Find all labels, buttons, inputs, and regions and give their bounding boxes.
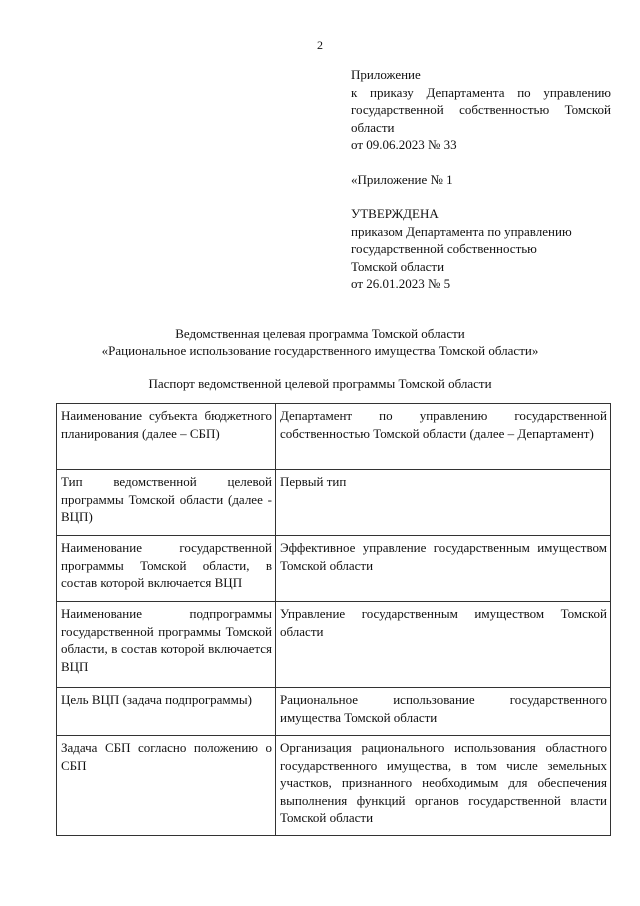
table-row (57, 404, 611, 470)
appendix-number: «Приложение № 1 (351, 172, 453, 187)
table-row (57, 470, 611, 536)
page-number: 2 (317, 38, 323, 52)
program-title-line-2: «Рациональное использование государственного имущества Томской области» (101, 343, 539, 358)
passport-title: Паспорт ведомственной целевой программы Томской области (148, 376, 492, 391)
table-row (57, 736, 611, 836)
table-row (57, 536, 611, 602)
appendix-header (351, 66, 611, 154)
table-row (57, 602, 611, 688)
row-value-cell: Департамент по управлению государственной собственностью Томской области (далее – Департамент) (276, 404, 611, 470)
row-value-cell: Первый тип (276, 470, 611, 536)
passport-table (56, 403, 611, 836)
row-value-cell: Эффективное управление государственным имуществом Томской области (276, 536, 611, 602)
approved-date: от 26.01.2023 № 5 (351, 276, 451, 291)
appendix-order-reference: к приказу Департамента по управлению государственной собственностью Томской области (351, 84, 611, 135)
approved-line-2: приказом Департамента по управлению (351, 223, 572, 239)
row-name-cell: Тип ведомственной целевой программы Томской области (далее - ВЦП) (57, 470, 276, 536)
row-name-cell: Задача СБП согласно положению о СБП (57, 736, 276, 836)
row-name-cell: Наименование субъекта бюджетного планирования (далее – СБП) (57, 404, 276, 470)
row-name-cell: Наименование государственной программы Томской области, в состав которой включается ВЦП (57, 536, 276, 602)
row-value-cell: Управление государственным имуществом Томской области (276, 602, 611, 688)
program-title-line-1: Ведомственная целевая программа Томской области (175, 326, 465, 341)
appendix-order-date: от 09.06.2023 № 33 (351, 137, 457, 152)
approved-line-4: Томской области (351, 258, 445, 274)
row-name-cell: Наименование подпрограммы государственной программы Томской области, в состав которой включается ВЦП (57, 602, 276, 688)
approved-label: УТВЕРЖДЕНА (351, 206, 439, 221)
appendix-number-block (351, 171, 611, 189)
approved-block (351, 205, 611, 293)
appendix-label: Приложение (351, 67, 421, 82)
row-name-cell: Цель ВЦП (задача подпрограммы) (57, 688, 276, 736)
approved-line-3: государственной собственностью (351, 241, 537, 256)
table-row (57, 688, 611, 736)
row-value-cell: Рациональное использование государственного имущества Томской области (276, 688, 611, 736)
row-value-cell: Организация рационального использования областного государственного имущества, в том числе земельных участков, признанного необходимым для обеспечения выполнения функций органов государственной власти Томской области (276, 736, 611, 836)
